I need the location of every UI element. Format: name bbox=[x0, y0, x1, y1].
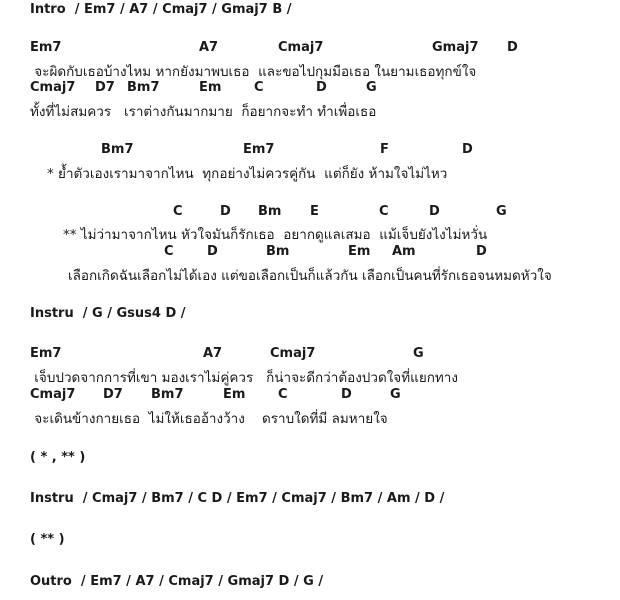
outro-line: Outro / Em7 / A7 / Cmaj7 / Gmaj7 D / G / bbox=[30, 574, 324, 589]
chorus2-lyric-2: เลือกเกิดฉันเลือกไม่ได้เอง แต่ขอเลือกเป็นก็แล้วกัน เลือกเป็นคนที่รักเธอจนหมดหัวใจ bbox=[68, 268, 552, 284]
chord-label: C bbox=[379, 204, 389, 219]
chord-label: Bm7 bbox=[127, 80, 160, 95]
chord-label: D bbox=[316, 80, 327, 95]
chord-label: Cmaj7 bbox=[30, 80, 76, 95]
chord-label: G bbox=[390, 387, 401, 402]
chord-label: D bbox=[207, 244, 218, 259]
chord-label: C bbox=[173, 204, 183, 219]
verse2-lyric-1: เจ็บปวดจากการที่เขา มองเราไม่คู่ควร ก็น่าจะดีกว่าต้องปวดใจที่แยกทาง bbox=[30, 370, 458, 386]
chord-label: D bbox=[341, 387, 352, 402]
verse2-lyric-2: จะเดินข้างกายเธอ ไม่ให้เธออ้างว้าง ดราบใดที่มี ลมหายใจ bbox=[30, 411, 388, 427]
chord-label: Cmaj7 bbox=[278, 40, 324, 55]
chord-label: C bbox=[164, 244, 174, 259]
chord-label: Bm bbox=[258, 204, 282, 219]
verse2-chords-2 bbox=[0, 387, 620, 405]
chord-label: D7 bbox=[103, 387, 123, 402]
instru-line-1: Instru / G / Gsus4 D / bbox=[30, 306, 186, 321]
chord-label: G bbox=[496, 204, 507, 219]
chord-label: D7 bbox=[95, 80, 115, 95]
chord-label: A7 bbox=[199, 40, 219, 55]
chord-label: D bbox=[220, 204, 231, 219]
verse1-lyric-1: จะผิดกับเธอบ้างไหม หากยังมาพบเธอ และขอไปกุมมือเธอ ในยามเธอทุกข์ใจ bbox=[30, 64, 477, 80]
chord-label: G bbox=[366, 80, 377, 95]
chord-label: Am bbox=[392, 244, 416, 259]
chord-label: D bbox=[507, 40, 518, 55]
chord-label: Em bbox=[199, 80, 222, 95]
chord-label: Cmaj7 bbox=[30, 387, 76, 402]
chord-label: Em7 bbox=[30, 346, 62, 361]
chord-label: D bbox=[476, 244, 487, 259]
chord-label: Em7 bbox=[30, 40, 62, 55]
verse2-chords-1 bbox=[0, 346, 620, 364]
chord-label: Gmaj7 bbox=[432, 40, 479, 55]
chord-label: Bm bbox=[266, 244, 290, 259]
chord-label: Em7 bbox=[243, 142, 275, 157]
chord-label: Bm7 bbox=[101, 142, 134, 157]
chord-label: C bbox=[254, 80, 264, 95]
repeat-marker-1: ( * , ** ) bbox=[30, 450, 86, 465]
chord-label: A7 bbox=[203, 346, 223, 361]
chord-label: Cmaj7 bbox=[270, 346, 316, 361]
chorus1-chords bbox=[0, 142, 620, 160]
chorus2-lyric-1: ** ไม่ว่ามาจากไหน หัวใจมันก็รักเธอ อยากดูแลเสมอ แม้เจ็บยังไงไม่หวั่น bbox=[63, 227, 488, 243]
chorus1-lyric: * ย้ำตัวเองเรามาจากไหน ทุกอย่างไม่ควรคู่กัน แต่ก็ยัง ห้ามใจไม่ไหว bbox=[47, 166, 448, 182]
chord-label: E bbox=[310, 204, 319, 219]
chord-label: G bbox=[413, 346, 424, 361]
chord-label: Bm7 bbox=[151, 387, 184, 402]
instru-line-2: Instru / Cmaj7 / Bm7 / C D / Em7 / Cmaj7 / Bm7 / Am / D / bbox=[30, 491, 445, 506]
chorus2-chords-2 bbox=[0, 244, 620, 262]
chord-label: D bbox=[462, 142, 473, 157]
verse1-lyric-2: ทั้งที่ไม่สมควร เราต่างกันมากมาย ก็อยากจะทำ ทำเพื่อเธอ bbox=[30, 104, 377, 120]
chord-label: Em bbox=[348, 244, 371, 259]
chorus2-chords-1 bbox=[0, 204, 620, 222]
chord-label: C bbox=[278, 387, 288, 402]
verse1-chords-2 bbox=[0, 80, 620, 98]
verse1-chords-1 bbox=[0, 40, 620, 58]
chord-label: F bbox=[380, 142, 389, 157]
chord-label: D bbox=[429, 204, 440, 219]
chord-label: Em bbox=[223, 387, 246, 402]
repeat-marker-2: ( ** ) bbox=[30, 532, 65, 547]
intro-line: Intro / Em7 / A7 / Cmaj7 / Gmaj7 B / bbox=[30, 2, 292, 17]
